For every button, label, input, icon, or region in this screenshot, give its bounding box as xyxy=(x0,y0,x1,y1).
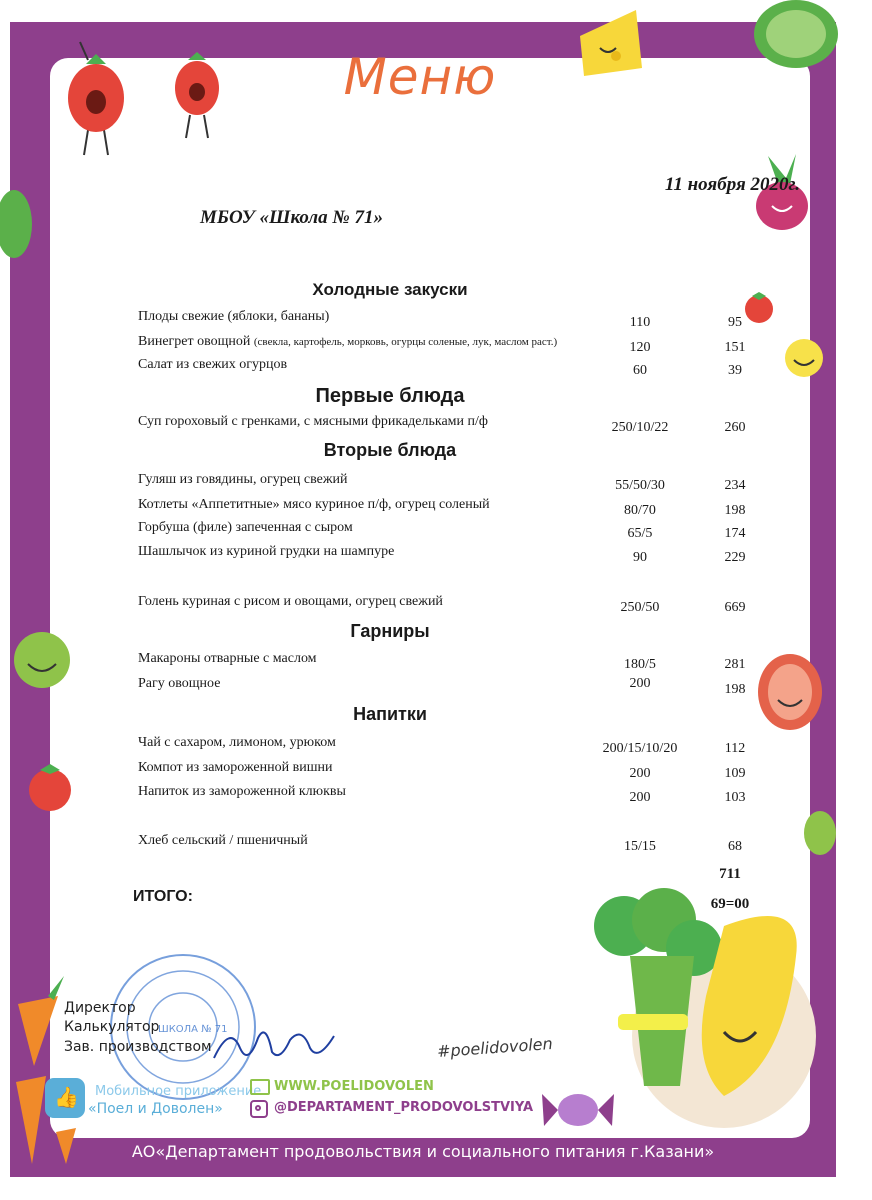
dish-name: Компот из замороженной вишни xyxy=(138,760,333,775)
dish-name: Голень куриная с рисом и овощами, огурец свежий xyxy=(138,594,443,609)
signature-calculator: Калькулятор xyxy=(64,1019,160,1035)
menu-date: 11 ноября 2020г. xyxy=(664,174,800,195)
dish-weight: 90 xyxy=(633,550,647,565)
dish-weight: 200 xyxy=(629,790,651,805)
app-caption: Мобильное приложение xyxy=(95,1084,262,1099)
dish-weight: 200 xyxy=(629,766,651,781)
stamp-text: ШКОЛА № 71 xyxy=(158,1024,228,1035)
signature-director: Директор xyxy=(64,1000,136,1016)
dish-name: Винегрет овощной (свекла, картофель, морковь, огурцы соленые, лук, маслом раст.) xyxy=(138,334,558,349)
dish-name: Гуляш из говядины, огурец свежий xyxy=(138,472,348,487)
dish-name: Хлеб сельский / пшеничный xyxy=(138,833,308,848)
dish-kcal: 112 xyxy=(724,741,746,756)
menu-item-row xyxy=(0,334,872,356)
dish-kcal: 281 xyxy=(724,657,746,672)
app-icon: 👍 xyxy=(45,1078,85,1118)
website-link[interactable]: WWW.POELIDOVOLEN xyxy=(274,1079,434,1094)
candy-icon xyxy=(540,1084,616,1138)
footer-text: АО«Департамент продовольствия и социального питания г.Казани» xyxy=(131,1142,715,1161)
dish-name: Рагу овощное xyxy=(138,676,221,691)
dish-kcal: 198 xyxy=(724,682,746,697)
dish-kcal: 39 xyxy=(728,363,742,378)
dish-weight: 180/5 xyxy=(624,657,656,672)
hashtag: #poelidovolen xyxy=(436,1033,554,1062)
dish-weight: 250/50 xyxy=(620,600,660,615)
leaf-icon xyxy=(0,188,36,260)
dish-name: Горбуша (филе) запеченная с сыром xyxy=(138,520,353,535)
tomato-character-icon xyxy=(66,40,126,160)
dish-weight: 60 xyxy=(633,363,647,378)
dish-name: Напиток из замороженной клюквы xyxy=(138,784,346,799)
section-title-cold: Холодные закуски xyxy=(312,280,468,299)
web-icon xyxy=(250,1079,270,1095)
tomato-character-icon xyxy=(172,40,222,140)
menu-item-row xyxy=(0,544,872,566)
menu-item-row xyxy=(0,735,872,757)
dish-name: Салат из свежих огурцов xyxy=(138,357,288,372)
signature-production-head: Зав. производством xyxy=(64,1039,212,1055)
dish-kcal: 174 xyxy=(724,526,746,541)
dish-name: Чай с сахаром, лимоном, урюком xyxy=(138,735,336,750)
dish-weight: 65/5 xyxy=(627,526,653,541)
app-name: «Поел и Доволен» xyxy=(88,1101,223,1117)
menu-item-row xyxy=(0,651,872,673)
dish-kcal: 103 xyxy=(724,790,746,805)
dish-name: Макароны отварные с маслом xyxy=(138,651,317,666)
menu-item-row xyxy=(0,357,872,379)
menu-item-row xyxy=(0,497,872,519)
dish-weight: 120 xyxy=(629,340,651,355)
instagram-icon xyxy=(250,1100,268,1118)
menu-item-row xyxy=(0,520,872,542)
handwritten-signature xyxy=(210,1018,340,1070)
menu-item-row xyxy=(0,784,872,806)
menu-title: Меню xyxy=(343,48,497,106)
dish-kcal: 95 xyxy=(728,315,742,330)
dish-kcal: 109 xyxy=(724,766,746,781)
dish-name: Шашлычок из куриной грудки на шампуре xyxy=(138,544,395,559)
cheese-character-icon xyxy=(576,6,646,78)
menu-item-row xyxy=(0,414,872,436)
section-title-garnish: Гарниры xyxy=(350,621,430,641)
dish-weight: 110 xyxy=(629,315,651,330)
dish-weight: 55/50/30 xyxy=(615,478,665,493)
dish-weight: 200 xyxy=(629,676,651,691)
dish-note: (свекла, картофель, морковь, огурцы соленые, лук, маслом раст.) xyxy=(253,336,558,348)
dish-weight: 200/15/10/20 xyxy=(602,741,678,756)
dish-kcal: 68 xyxy=(728,839,742,854)
dish-kcal: 198 xyxy=(724,503,746,518)
carrot-character-icon xyxy=(8,974,68,1070)
dish-kcal: 669 xyxy=(724,600,746,615)
school-name: МБОУ «Школа № 71» xyxy=(200,207,384,228)
total-price: 69=00 xyxy=(710,896,750,912)
dish-name: Суп гороховый с гренками, с мясными фрикадельками п/ф xyxy=(138,414,488,429)
dish-kcal: 234 xyxy=(724,478,746,493)
section-title-drinks: Напитки xyxy=(353,704,427,724)
dish-kcal: 260 xyxy=(724,420,746,435)
dish-kcal: 229 xyxy=(724,550,746,565)
dish-weight: 250/10/22 xyxy=(611,420,669,435)
instagram-link[interactable]: @DEPARTAMENT_PRODOVOLSTVIYA xyxy=(274,1100,534,1115)
section-title-second: Вторые блюда xyxy=(323,440,457,460)
menu-item-row xyxy=(0,594,872,616)
cucumber-slice-icon xyxy=(752,0,840,70)
section-title-first: Первые блюда xyxy=(315,385,465,407)
menu-item-row xyxy=(0,472,872,494)
dish-weight: 15/15 xyxy=(624,839,656,854)
dish-name: Котлеты «Аппетитные» мясо куриное п/ф, огурец соленый xyxy=(138,497,490,512)
dish-weight: 80/70 xyxy=(624,503,656,518)
dish-name: Плоды свежие (яблоки, бананы) xyxy=(138,309,330,324)
menu-item-row xyxy=(0,309,872,331)
menu-item-row xyxy=(0,760,872,782)
total-label: ИТОГО: xyxy=(133,888,193,905)
menu-item-row xyxy=(0,833,872,855)
dish-kcal: 151 xyxy=(724,340,746,355)
total-kcal: 711 xyxy=(719,866,741,882)
menu-item-row xyxy=(0,676,872,698)
